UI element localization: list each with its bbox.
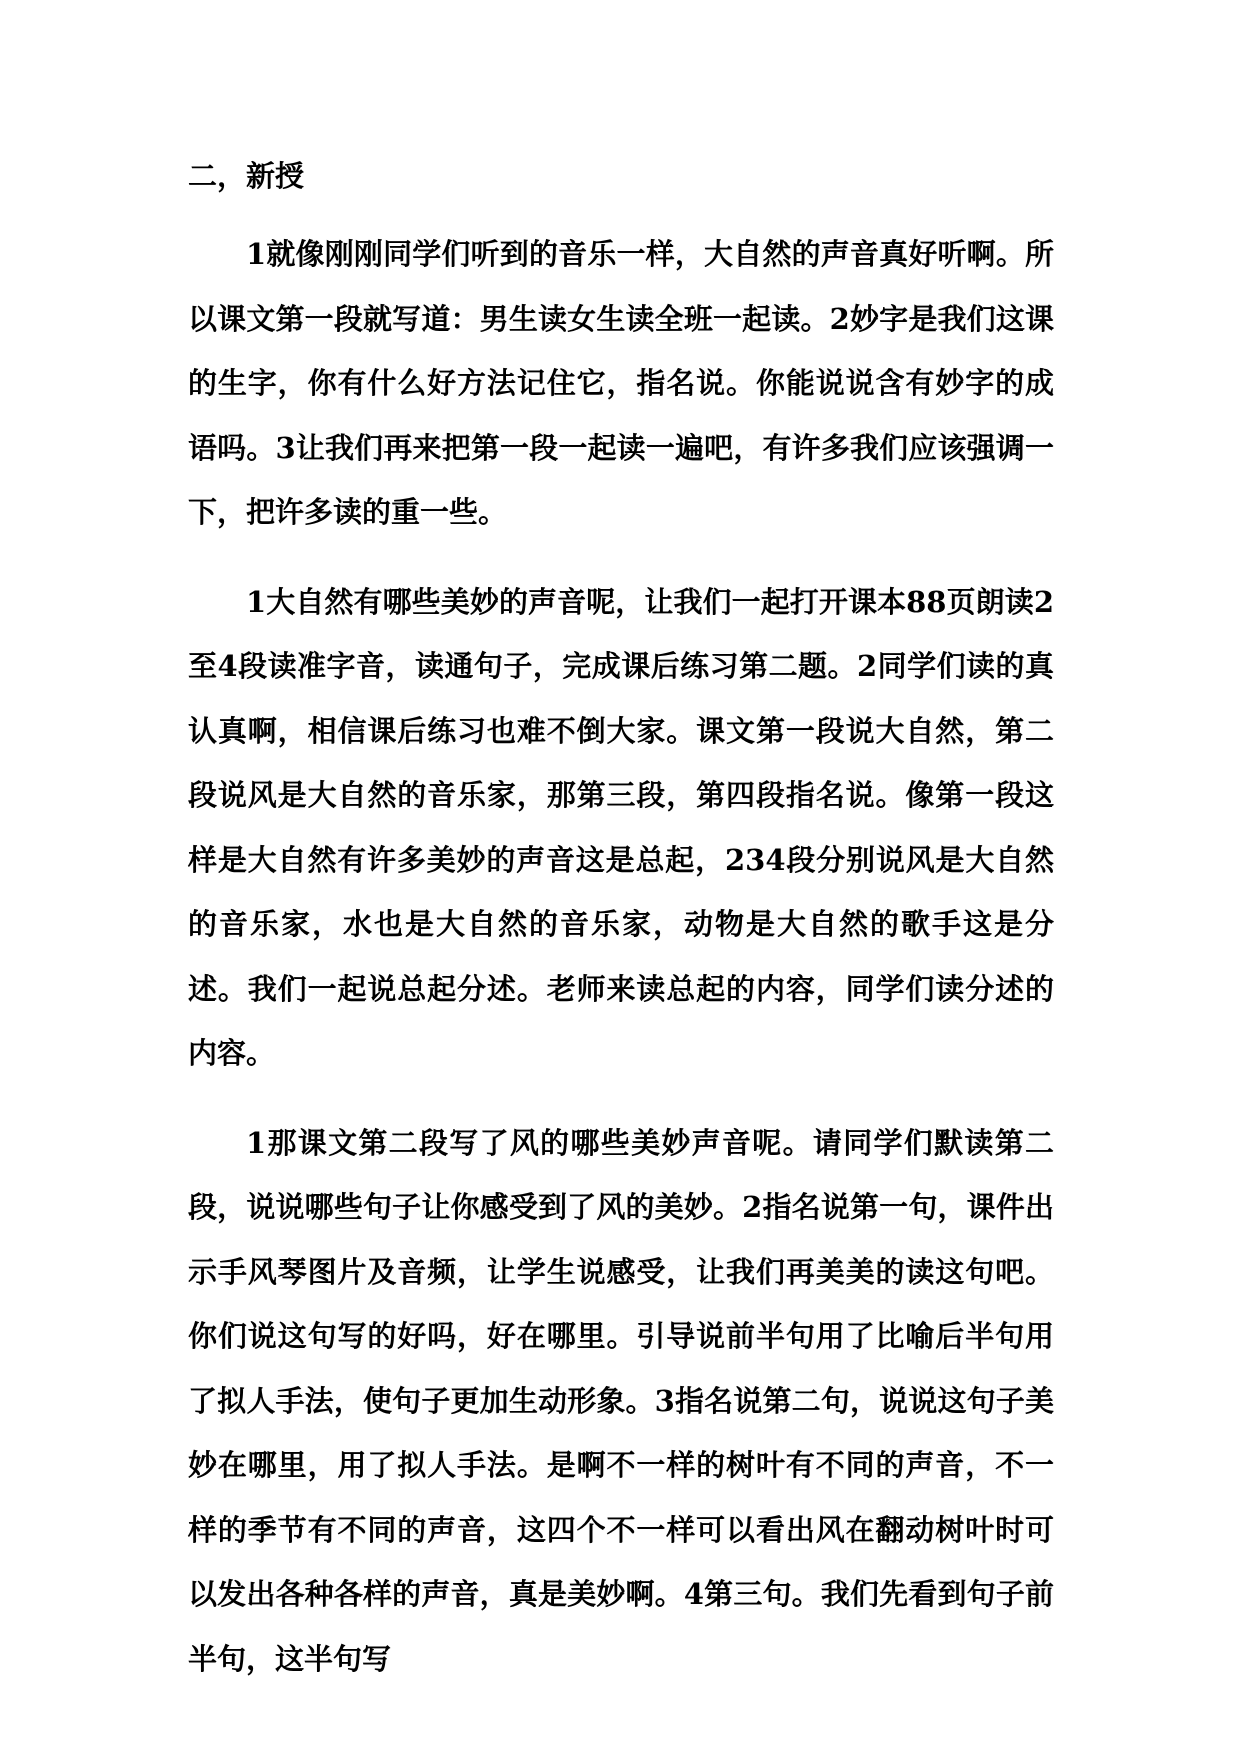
- paragraph-2: 1大自然有哪些美妙的声音呢，让我们一起打开课本88页朗读2至4段读准字音，读通句子，完成课后练习第二题。2同学们读的真认真啊，相信课后练习也难不倒大家。课文第一段说大自然，第二段说风是大自然的音乐家，那第三段，第四段指名说。像第一段这样是大自然有许多美妙的声音这是总起，234段分别说风是大自然的音乐家，水也是大自然的音乐家，动物是大自然的歌手这是分述。我们一起说总起分述。老师来读总起的内容，同学们读分述的内容。: [188, 584, 1054, 1070]
- document-body: [188, 155, 1054, 1716]
- section-heading: 二，新授: [188, 159, 305, 193]
- paragraph-3: 1那课文第二段写了风的哪些美妙声音呢。请同学们默读第二段，说说哪些句子让你感受到了风的美妙。2指名说第一句，课件出示手风琴图片及音频，让学生说感受，让我们再美美的读这句吧。你们说这句写的好吗，好在哪里。引导说前半句用了比喻后半句用了拟人手法，使句子更加生动形象。3指名说第二句，说说这句子美妙在哪里，用了拟人手法。是啊不一样的树叶有不同的声音，不一样的季节有不同的声音，这四个不一样可以看出风在翻动树叶时可以发出各种各样的声音，真是美妙啊。4第三句。我们先看到句子前半句，这半句写: [188, 1125, 1054, 1676]
- paragraph-1: 1就像刚刚同学们听到的音乐一样，大自然的声音真好听啊。所以课文第一段就写道：男生读女生读全班一起读。2妙字是我们这课的生字，你有什么好方法记住它，指名说。你能说说含有妙字的成语吗。3让我们再来把第一段一起读一遍吧，有许多我们应该强调一下，把许多读的重一些。: [188, 237, 1054, 529]
